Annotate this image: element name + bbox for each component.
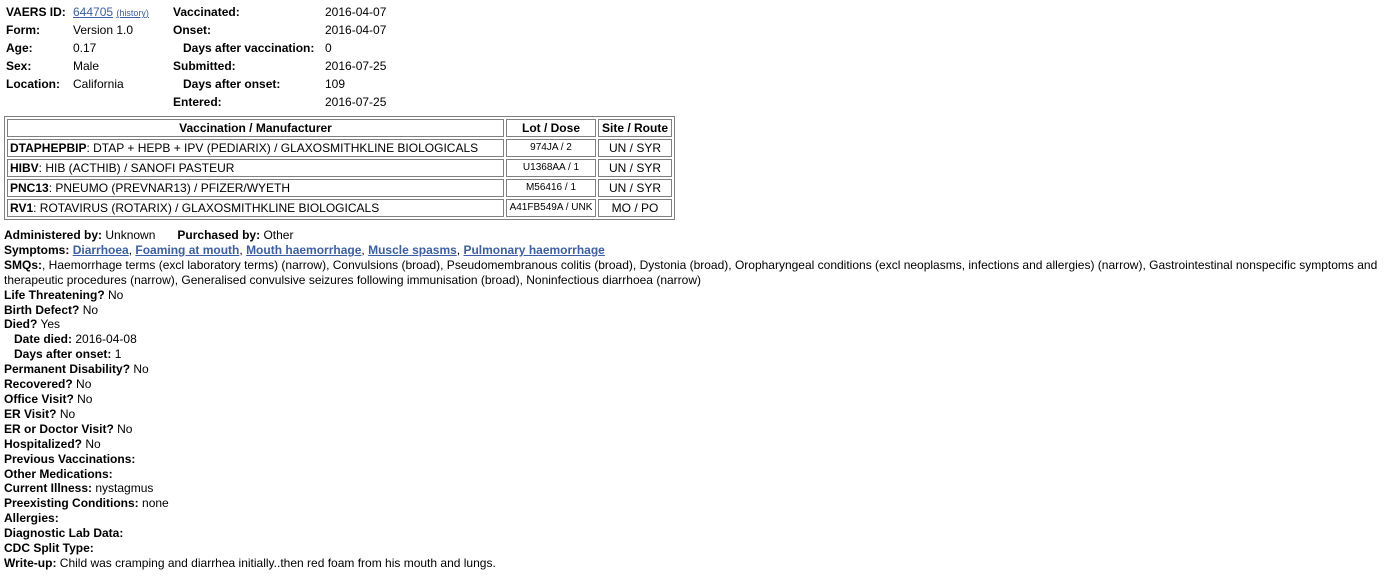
- current-illness-value: nystagmus: [95, 481, 154, 496]
- site-route: MO / PO: [598, 199, 672, 217]
- birth-defect-row: [4, 303, 1390, 318]
- preexisting-conditions-value: none: [142, 496, 169, 511]
- er-doctor-visit-value: No: [117, 421, 133, 436]
- location-value: California: [73, 77, 124, 91]
- recovered-label: Recovered?: [4, 377, 73, 392]
- permanent-disability-row: [4, 362, 1390, 377]
- days-after-onset-label: Days after onset:: [183, 77, 281, 91]
- table-row: [7, 179, 672, 197]
- history-link[interactable]: (history): [116, 8, 149, 18]
- current-illness-row: [4, 481, 1390, 496]
- recovered-row: [4, 377, 1390, 392]
- died-label: Died?: [4, 317, 38, 332]
- days-onset-label: Days after onset:: [14, 347, 112, 362]
- vaers-id-cell: [73, 4, 173, 22]
- diagnostic-lab-row: [4, 526, 1390, 541]
- col-lot-dose: Lot / Dose: [506, 119, 596, 137]
- cdc-split-type-row: [4, 541, 1390, 556]
- symptoms-row: Symptoms: Diarrhoea, Foaming at mouth, Mouth haemorrhage, Muscle spasms, Pulmonary haemorrhage: [4, 242, 605, 257]
- office-visit-row: [4, 392, 1390, 407]
- life-threatening-label: Life Threatening?: [4, 287, 105, 302]
- er-visit-label: ER Visit?: [4, 406, 57, 421]
- submitted-value: 2016-07-25: [325, 59, 387, 73]
- date-died-value: 2016-04-08: [75, 332, 137, 347]
- symptom-link[interactable]: Muscle spasms: [368, 242, 457, 257]
- vaccine-code: PNC13: [10, 181, 49, 195]
- died-row: [4, 317, 1390, 332]
- allergies-row: [4, 511, 1390, 526]
- days-after-vaccination-value: 0: [325, 41, 332, 55]
- report-details: [4, 228, 1390, 571]
- smqs-label: SMQs:: [4, 257, 43, 272]
- table-row: [7, 199, 672, 217]
- onset-value: 2016-04-07: [325, 23, 387, 37]
- diagnostic-lab-label: Diagnostic Lab Data:: [4, 526, 124, 541]
- symptom-link[interactable]: Foaming at mouth: [135, 242, 240, 257]
- vaccine-desc: : DTAP + HEPB + IPV (PEDIARIX) / GLAXOSMITHKLINE BIOLOGICALS: [86, 141, 479, 155]
- purchased-label: Purchased by:: [177, 228, 261, 242]
- symptom-link[interactable]: Diarrhoea: [72, 242, 129, 257]
- table-row: [7, 139, 672, 157]
- smqs-row: [4, 258, 1379, 288]
- vaccine-code: RV1: [10, 201, 34, 215]
- site-route: UN / SYR: [598, 159, 672, 177]
- entered-label: Entered:: [173, 95, 222, 109]
- vaers-id-label: VAERS ID:: [6, 5, 66, 19]
- administered-value: Unknown: [105, 228, 156, 242]
- table-row: [7, 159, 672, 177]
- vaccine-desc: : ROTAVIRUS (ROTARIX) / GLAXOSMITHKLINE BIOLOGICALS: [33, 201, 380, 215]
- col-site-route: Site / Route: [598, 119, 672, 137]
- report-summary: [4, 4, 405, 112]
- submitted-label: Submitted:: [173, 59, 236, 73]
- sex-value: Male: [73, 59, 100, 73]
- permanent-disability-value: No: [133, 362, 149, 377]
- date-died-label: Date died:: [14, 332, 73, 347]
- days-after-onset-row: [4, 347, 1390, 362]
- er-doctor-visit-label: ER or Doctor Visit?: [4, 421, 114, 436]
- age-label: Age:: [6, 41, 33, 55]
- vaccinated-value: 2016-04-07: [325, 5, 387, 19]
- purchased-value: Other: [263, 228, 294, 242]
- site-route: UN / SYR: [598, 139, 672, 157]
- entered-value: 2016-07-25: [325, 95, 387, 109]
- days-after-onset-value: 109: [325, 77, 346, 91]
- lot-dose: M56416 / 1: [506, 179, 596, 197]
- hospitalized-row: [4, 437, 1390, 452]
- symptom-link[interactable]: Pulmonary haemorrhage: [463, 242, 605, 257]
- lot-dose: A41FB549A / UNK: [506, 199, 596, 217]
- vaccine-name: [7, 179, 504, 197]
- vaccine-code: DTAPHEPBIP: [10, 141, 87, 155]
- vaccine-desc: : HIB (ACTHIB) / SANOFI PASTEUR: [38, 161, 235, 175]
- site-route: UN / SYR: [598, 179, 672, 197]
- vaccination-table: [4, 116, 675, 220]
- vaccine-desc: : PNEUMO (PREVNAR13) / PFIZER/WYETH: [48, 181, 291, 195]
- vaccine-code: HIBV: [10, 161, 39, 175]
- smqs-value: , Haemorrhage terms (excl laboratory terms) (narrow), Convulsions (broad), Pseudomembranous colitis (broad), Dystonia (broad), Oropharyngeal conditions (excl neoplasms, infections and allergies) (narrow), Gastrointestinal nonspecific symptoms and therapeutic procedures (narrow), Generalised convulsive seizures following immunisation (broad), Noninfectious diarrhoea (narrow): [4, 257, 1378, 287]
- allergies-label: Allergies:: [4, 511, 59, 526]
- symptom-link[interactable]: Mouth haemorrhage: [246, 242, 362, 257]
- life-threatening-value: No: [108, 287, 124, 302]
- er-visit-row: [4, 407, 1390, 422]
- lot-dose: U1368AA / 1: [506, 159, 596, 177]
- vaccination-table-header: [7, 119, 672, 137]
- administered-row: [4, 228, 1390, 243]
- write-up-label: Write-up:: [4, 555, 57, 570]
- office-visit-value: No: [77, 391, 93, 406]
- vaers-id-link[interactable]: 644705: [73, 5, 114, 19]
- vaccine-name: [7, 159, 504, 177]
- write-up-row: [4, 556, 1390, 571]
- died-value: Yes: [40, 317, 61, 332]
- days-after-vaccination-label: Days after vaccination:: [183, 41, 315, 55]
- vaers-report: [0, 4, 1390, 571]
- days-onset-value: 1: [114, 347, 122, 362]
- symptoms-label: Symptoms:: [4, 242, 70, 257]
- preexisting-conditions-row: [4, 496, 1390, 511]
- cdc-split-type-label: CDC Split Type:: [4, 541, 94, 556]
- age-value: 0.17: [73, 41, 97, 55]
- birth-defect-label: Birth Defect?: [4, 302, 80, 317]
- sex-label: Sex:: [6, 59, 32, 73]
- er-doctor-visit-row: [4, 422, 1390, 437]
- birth-defect-value: No: [82, 302, 99, 317]
- col-vaccination-manufacturer: Vaccination / Manufacturer: [7, 119, 504, 137]
- vaccine-name: [7, 139, 504, 157]
- current-illness-label: Current Illness:: [4, 481, 93, 496]
- form-value: Version 1.0: [73, 23, 134, 37]
- previous-vaccinations-row: [4, 452, 1390, 467]
- previous-vaccinations-label: Previous Vaccinations:: [4, 451, 136, 466]
- write-up-value: Child was cramping and diarrhea initially..then red foam from his mouth and lungs.: [59, 555, 496, 570]
- preexisting-conditions-label: Preexisting Conditions:: [4, 496, 139, 511]
- other-medications-label: Other Medications:: [4, 466, 113, 481]
- lot-dose: 974JA / 2: [506, 139, 596, 157]
- form-label: Form:: [6, 23, 40, 37]
- vaccine-name: [7, 199, 504, 217]
- location-label: Location:: [6, 77, 60, 91]
- onset-label: Onset:: [173, 23, 212, 37]
- other-medications-row: [4, 467, 1390, 482]
- hospitalized-value: No: [85, 436, 101, 451]
- administered-label: Administered by:: [4, 228, 103, 242]
- vaccinated-label: Vaccinated:: [173, 5, 240, 19]
- recovered-value: No: [76, 377, 92, 392]
- date-died-row: [4, 332, 1390, 347]
- life-threatening-row: [4, 288, 1390, 303]
- permanent-disability-label: Permanent Disability?: [4, 362, 131, 377]
- office-visit-label: Office Visit?: [4, 391, 74, 406]
- er-visit-value: No: [59, 406, 76, 421]
- hospitalized-label: Hospitalized?: [4, 436, 83, 451]
